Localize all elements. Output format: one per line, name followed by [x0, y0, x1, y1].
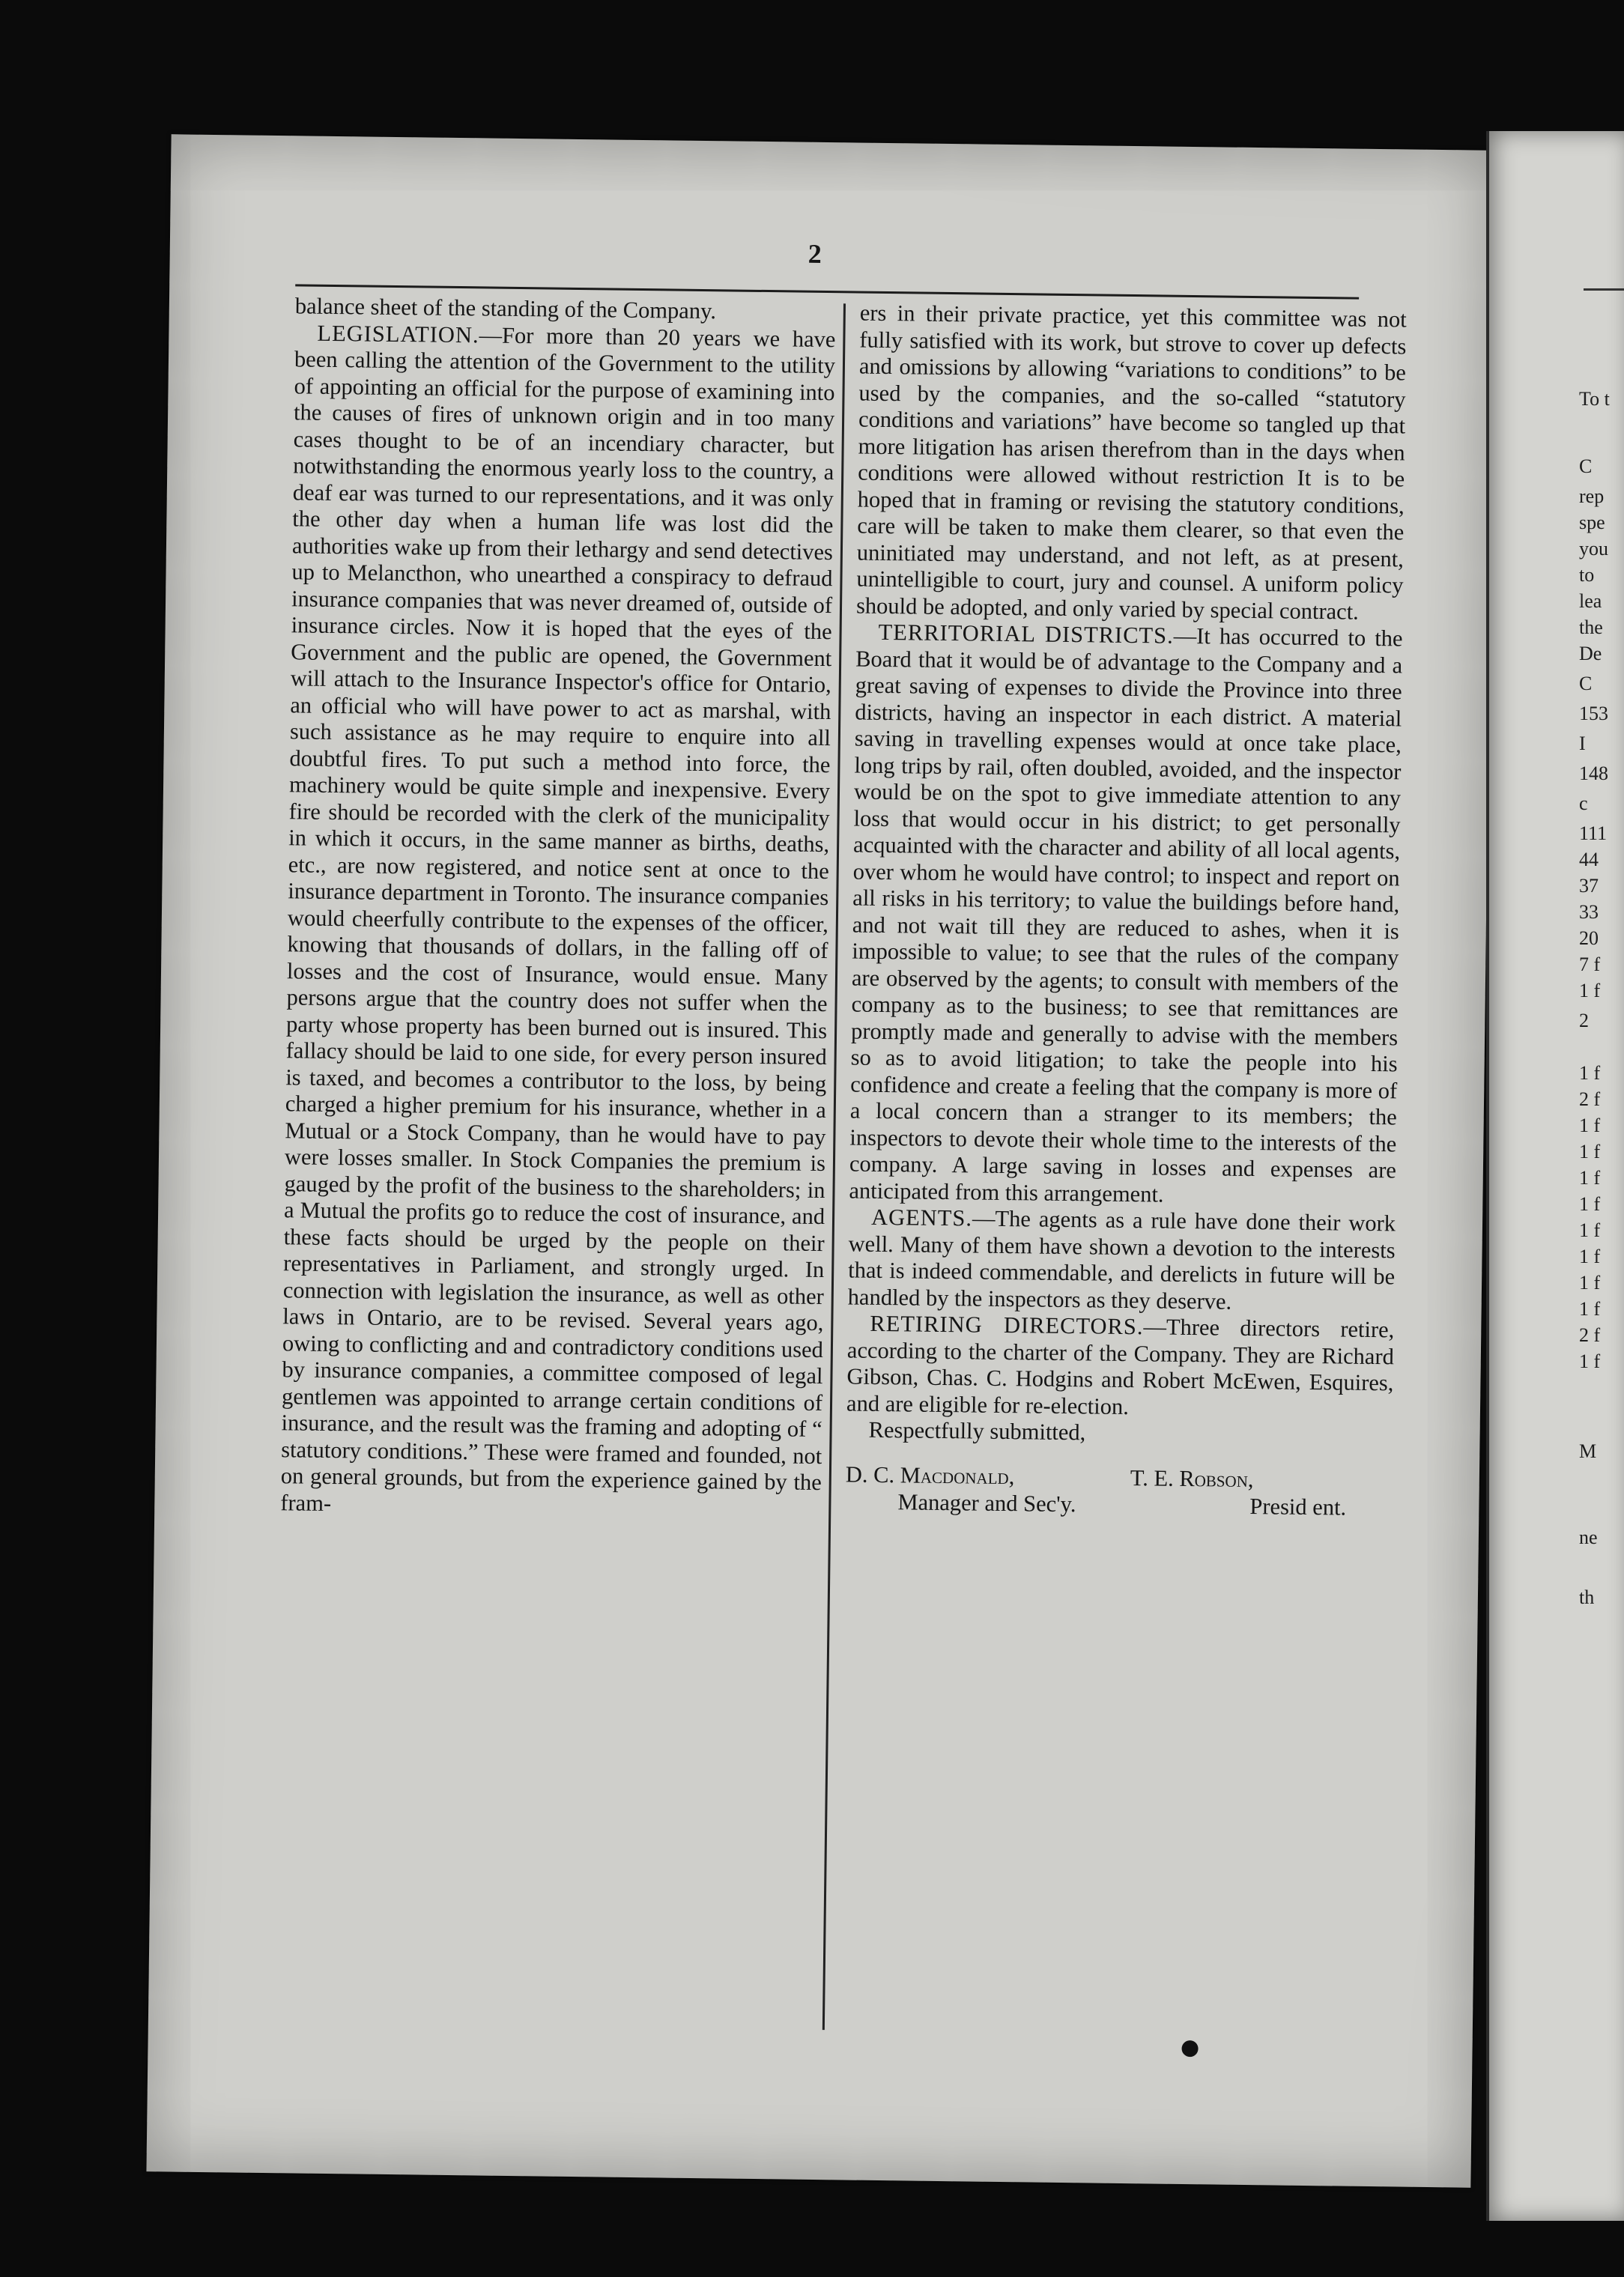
signatory-right-name: T. E. Robson,: [1130, 1464, 1254, 1492]
adjacent-fragment: you: [1579, 538, 1608, 560]
adjacent-fragment: 2 f: [1579, 1324, 1601, 1346]
adjacent-fragment: C: [1579, 673, 1593, 694]
adjacent-fragment: spe: [1579, 512, 1605, 533]
adjacent-fragment: 153: [1579, 703, 1608, 724]
retiring-heading: RETIRING DIRECTORS.: [870, 1310, 1144, 1340]
adjacent-fragment: ne: [1579, 1526, 1598, 1548]
adjacent-page: [1486, 131, 1624, 2221]
legislation-paragraph: [280, 320, 835, 1523]
adjacent-fragment: 44: [1579, 849, 1599, 870]
adjacent-fragment: 1 f: [1579, 1115, 1601, 1136]
adjacent-fragment: 111: [1579, 822, 1608, 844]
adjacent-fragment: 1 f: [1579, 1246, 1601, 1267]
adjacent-fragment: 1 f: [1579, 1062, 1601, 1084]
ink-speck: [1181, 2040, 1198, 2057]
adjacent-fragment: c: [1579, 792, 1588, 814]
adjacent-fragment: I: [1579, 733, 1586, 754]
territorial-text: —It has occurred to the Board that it would be of advantage to the Company and a great saving of expenses to divide the Province into three districts, having an inspector in each district. A material saving in travelling expenses would at once take place, long trips by rail, often doubled, avoided, and the inspector would be on the spot to give immediate attention to any loss that would occur in his district; to get personally acquainted with the character and ability of all local agents, over whom he would have control; to inspect and report on all risks in his territory; to value the buildings before hand, and not wait till they are reduced to ashes, when it is impossible to value; to see that the rules of the company are observed by the agents; to consult with members of the company as to the business; to see that remittances are promptly made and generally to advise with the members so as to avoid litigation; to take the people into his confidence and create a feeling that the company is more of a local concern than a stranger to its members; the inspectors to devote their whole time to the interests of the company. A large saving in losses and expenses are anticipated from this arrangement.: [849, 622, 1403, 1207]
adjacent-fragment: 1 f: [1579, 1141, 1601, 1162]
signatory-right-title: Presid ent.: [1249, 1493, 1347, 1520]
adjacent-fragment: 1 f: [1579, 1193, 1601, 1215]
adjacent-fragment: 148: [1579, 762, 1608, 784]
signature-block: [845, 1461, 1393, 1528]
adjacent-fragment: 1 f: [1579, 1219, 1601, 1241]
adjacent-fragment: 1 f: [1579, 1272, 1601, 1294]
adjacent-fragment: C: [1579, 455, 1593, 477]
adjacent-fragment: 20: [1579, 927, 1599, 949]
scanned-page: [146, 134, 1495, 2187]
adjacent-fragment: 1 f: [1579, 980, 1601, 1001]
adjacent-fragment: To t: [1579, 388, 1610, 410]
intro-paragraph: balance sheet of the standing of the Company.: [294, 293, 717, 324]
adjacent-fragment: 2: [1579, 1010, 1589, 1031]
agents-paragraph: [848, 1204, 1396, 1317]
adjacent-header-rule: [1584, 288, 1624, 291]
adjacent-fragment: th: [1579, 1586, 1595, 1608]
adjacent-fragment: 33: [1579, 901, 1599, 923]
adjacent-fragment: 37: [1579, 875, 1599, 897]
adjacent-fragment: 1 f: [1579, 1167, 1601, 1189]
signatory-left-name: D. C. Macdonald,: [845, 1461, 1015, 1489]
adjacent-fragment: M: [1579, 1440, 1597, 1462]
territorial-paragraph: [849, 619, 1402, 1211]
adjacent-fragment: 7 f: [1579, 953, 1601, 975]
legislation-text: —For more than 20 years we have been calling the attention of the Government to the utility of appointing an official for the purpose of examining into the causes of fires of unknown origin and in too many cases thought to be of an incendiary character, but notwithstanding the enormous yearly loss to the country, a deaf ear was turned to our representations, and it was only the other day when a human life was lost did the authorities wake up from their lethargy and send detectives up to Melancthon, who unearthed a conspiracy to defraud insurance companies that was never dreamed of, outside of insurance circles. Now it is hoped that the eyes of the Government and the public are opened, the Government will attach to the Insurance Inspector's office for Ontario, an official who will have power to act as marshal, with such assistance as he may require to enquire into all doubtful fires. To put such a method into force, the machinery would be quite simple and inexpensive. Every fire should be recorded with the clerk of the municipality in which it occurs, in the same manner as births, deaths, etc., are now registered, and notice sent at once to the insurance department in Toronto. The insurance companies would cheerfully contribute to the expenses of the officer, knowing that thousands of dollars, in the falling off of losses and the cost of Insurance, would ensue. Many persons argue that the country does not suffer when the party whose property has been burned out is insured. This fallacy should be laid to one side, for every person insured is taxed, and becomes a contributor to the loss, by being charged a higher premium for his insurance, whether in a Mutual or a Stock Company, than he would have to pay were losses smaller. In Stock Companies the premium is gauged by the profit of the business to the shareholders; in a Mutual the profits go to reduce the cost of insurance, and these facts should be urged by the people on their representatives in Parliament, and strongly urged. In connection with legislation the insurance, as well as other laws in Ontario, are to be revised. Several years ago, owing to conflicting and and contradictory conditions used by insurance companies, a committee composed of legal gentlemen was appointed to arrange certain conditions of insurance, and the result was the framing and adopting of “ statutory conditions.” These were framed and founded, not on general grounds, but from the experience gained by the fram-: [280, 321, 836, 1516]
left-column: [280, 293, 836, 1523]
adjacent-fragment: 2 f: [1579, 1088, 1601, 1110]
territorial-heading: TERRITORIAL DISTRICTS.: [878, 619, 1174, 649]
adjacent-fragment: 1 f: [1579, 1350, 1601, 1372]
continuation-paragraph: ers in their private practice, yet this committee was not fully satisfied with its work, but strove to cover up defects and omissions by allowing “variations to conditions” to be used by the companies, and the so-called “statutory conditions and variations” have become so tangled up that more litigation has arisen therefrom than in the days when conditions were allowed without restriction It is to be hoped that in framing or revising the statutory conditions, care will be taken to make them clearer, so that even the uninitiated may understand, and not left, as at present, unintelligible to court, jury and counsel. A uniform policy should be adopted, and only varied by special contract.: [855, 300, 1407, 625]
retiring-text: —Three directors retire, according to the charter of the Company. They are Richard Gibson, Chas. C. Hodgins and Robert McEwen, Esquires, and are eligible for re-election.: [846, 1314, 1395, 1419]
legislation-heading: LEGISLATION.: [317, 320, 479, 348]
signatory-left-title: Manager and Sec'y.: [897, 1488, 1076, 1517]
page-gutter-line: [1486, 131, 1489, 2221]
adjacent-fragment: to: [1579, 564, 1595, 586]
adjacent-fragment: rep: [1579, 485, 1605, 507]
adjacent-fragment: 1 f: [1579, 1298, 1601, 1320]
retiring-paragraph: [846, 1310, 1395, 1423]
agents-text: —The agents as a rule have done their work well. Many of them have shown a devotion to the interests that is indeed commendable, and derelicts in future will be handled by the inspectors as they deserve.: [847, 1205, 1396, 1315]
right-column: [845, 300, 1407, 1528]
page-number: 2: [808, 238, 822, 269]
closing-line: Respectfully submitted,: [868, 1416, 1086, 1446]
agents-heading: AGENTS.: [870, 1204, 973, 1231]
adjacent-fragment: the: [1579, 616, 1603, 638]
adjacent-fragment: De: [1579, 643, 1602, 664]
adjacent-fragment: lea: [1579, 590, 1602, 612]
